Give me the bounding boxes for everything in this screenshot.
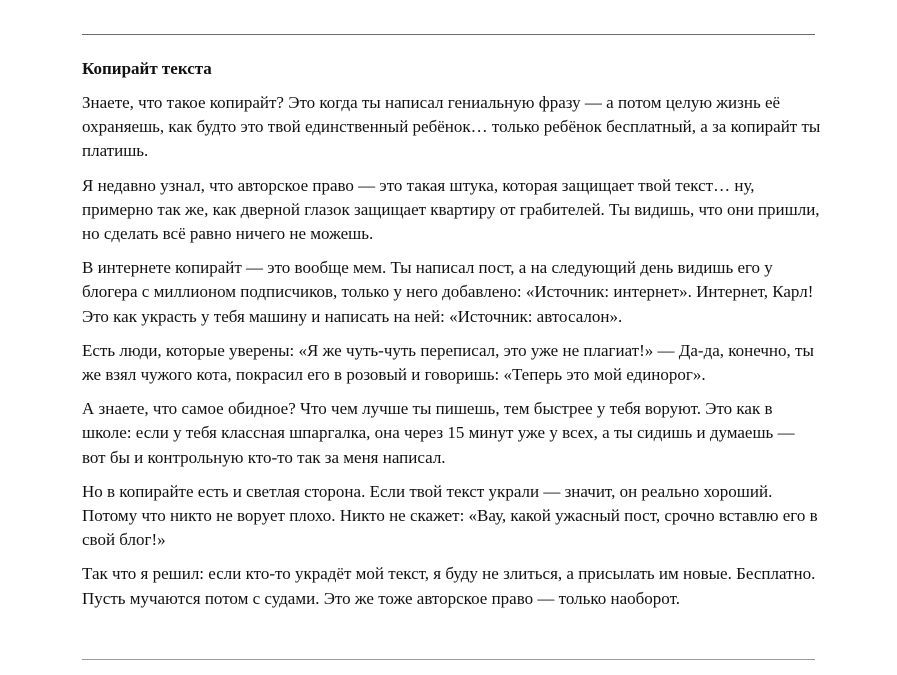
paragraph-5: А знаете, что самое обидное? Что чем лучше ты пишешь, тем быстрее у тебя воруют. Это как в школе: если у тебя классная шпаргалка, она через 15 минут уже у всех, а ты сидишь и думаешь — вот бы и контрольную кто-то так за меня написал. [82, 399, 795, 467]
top-divider [82, 34, 815, 35]
paragraph-1: Знаете, что такое копирайт? Это когда ты написал гениальную фразу — а потом целую жизнь её охраняешь, как будто это твой единственный ребёнок… только ребёнок бесплатный, а за копирайт ты платишь. [82, 93, 821, 161]
paragraph-4: Есть люди, которые уверены: «Я же чуть-чуть переписал, это уже не плагиат!» — Да-да, конечно, ты же взял чужого кота, покрасил его в розовый и говоришь: «Теперь это мой единорог». [82, 340, 814, 385]
article-title: Копирайт текста [82, 59, 212, 78]
paragraph-6: Но в копирайте есть и светлая сторона. Если твой текст украли — значит, он реально хороший. Потому что никто не ворует плохо. Никто не скажет: «Вау, какой ужасный пост, срочно вставлю его в свой блог!» [82, 481, 818, 550]
paragraph-3: В интернете копирайт — это вообще мем. Ты написал пост, а на следующий день видишь его у блогера с миллионом подписчиков, только у него добавлено: «Источник: интернет». Интернет, Карл! Это как украсть у тебя машину и написать на ней: «Источник: автосалон». [82, 258, 814, 326]
paragraph-2: Я недавно узнал, что авторское право — это такая штука, которая защищает твой текст… ну, примерно так же, как дверной глазок защищает квартиру от грабителей. Ты видишь, что они пришли, но сделать всё равно ничего не можешь. [82, 175, 820, 244]
article [82, 57, 822, 621]
paragraph-7: Так что я решил: если кто-то украдёт мой текст, я буду не злиться, а присылать им новые. Бесплатно. Пусть мучаются потом с судами. Это же тоже авторское право — только наоборот. [82, 564, 816, 608]
bottom-divider [82, 659, 815, 660]
